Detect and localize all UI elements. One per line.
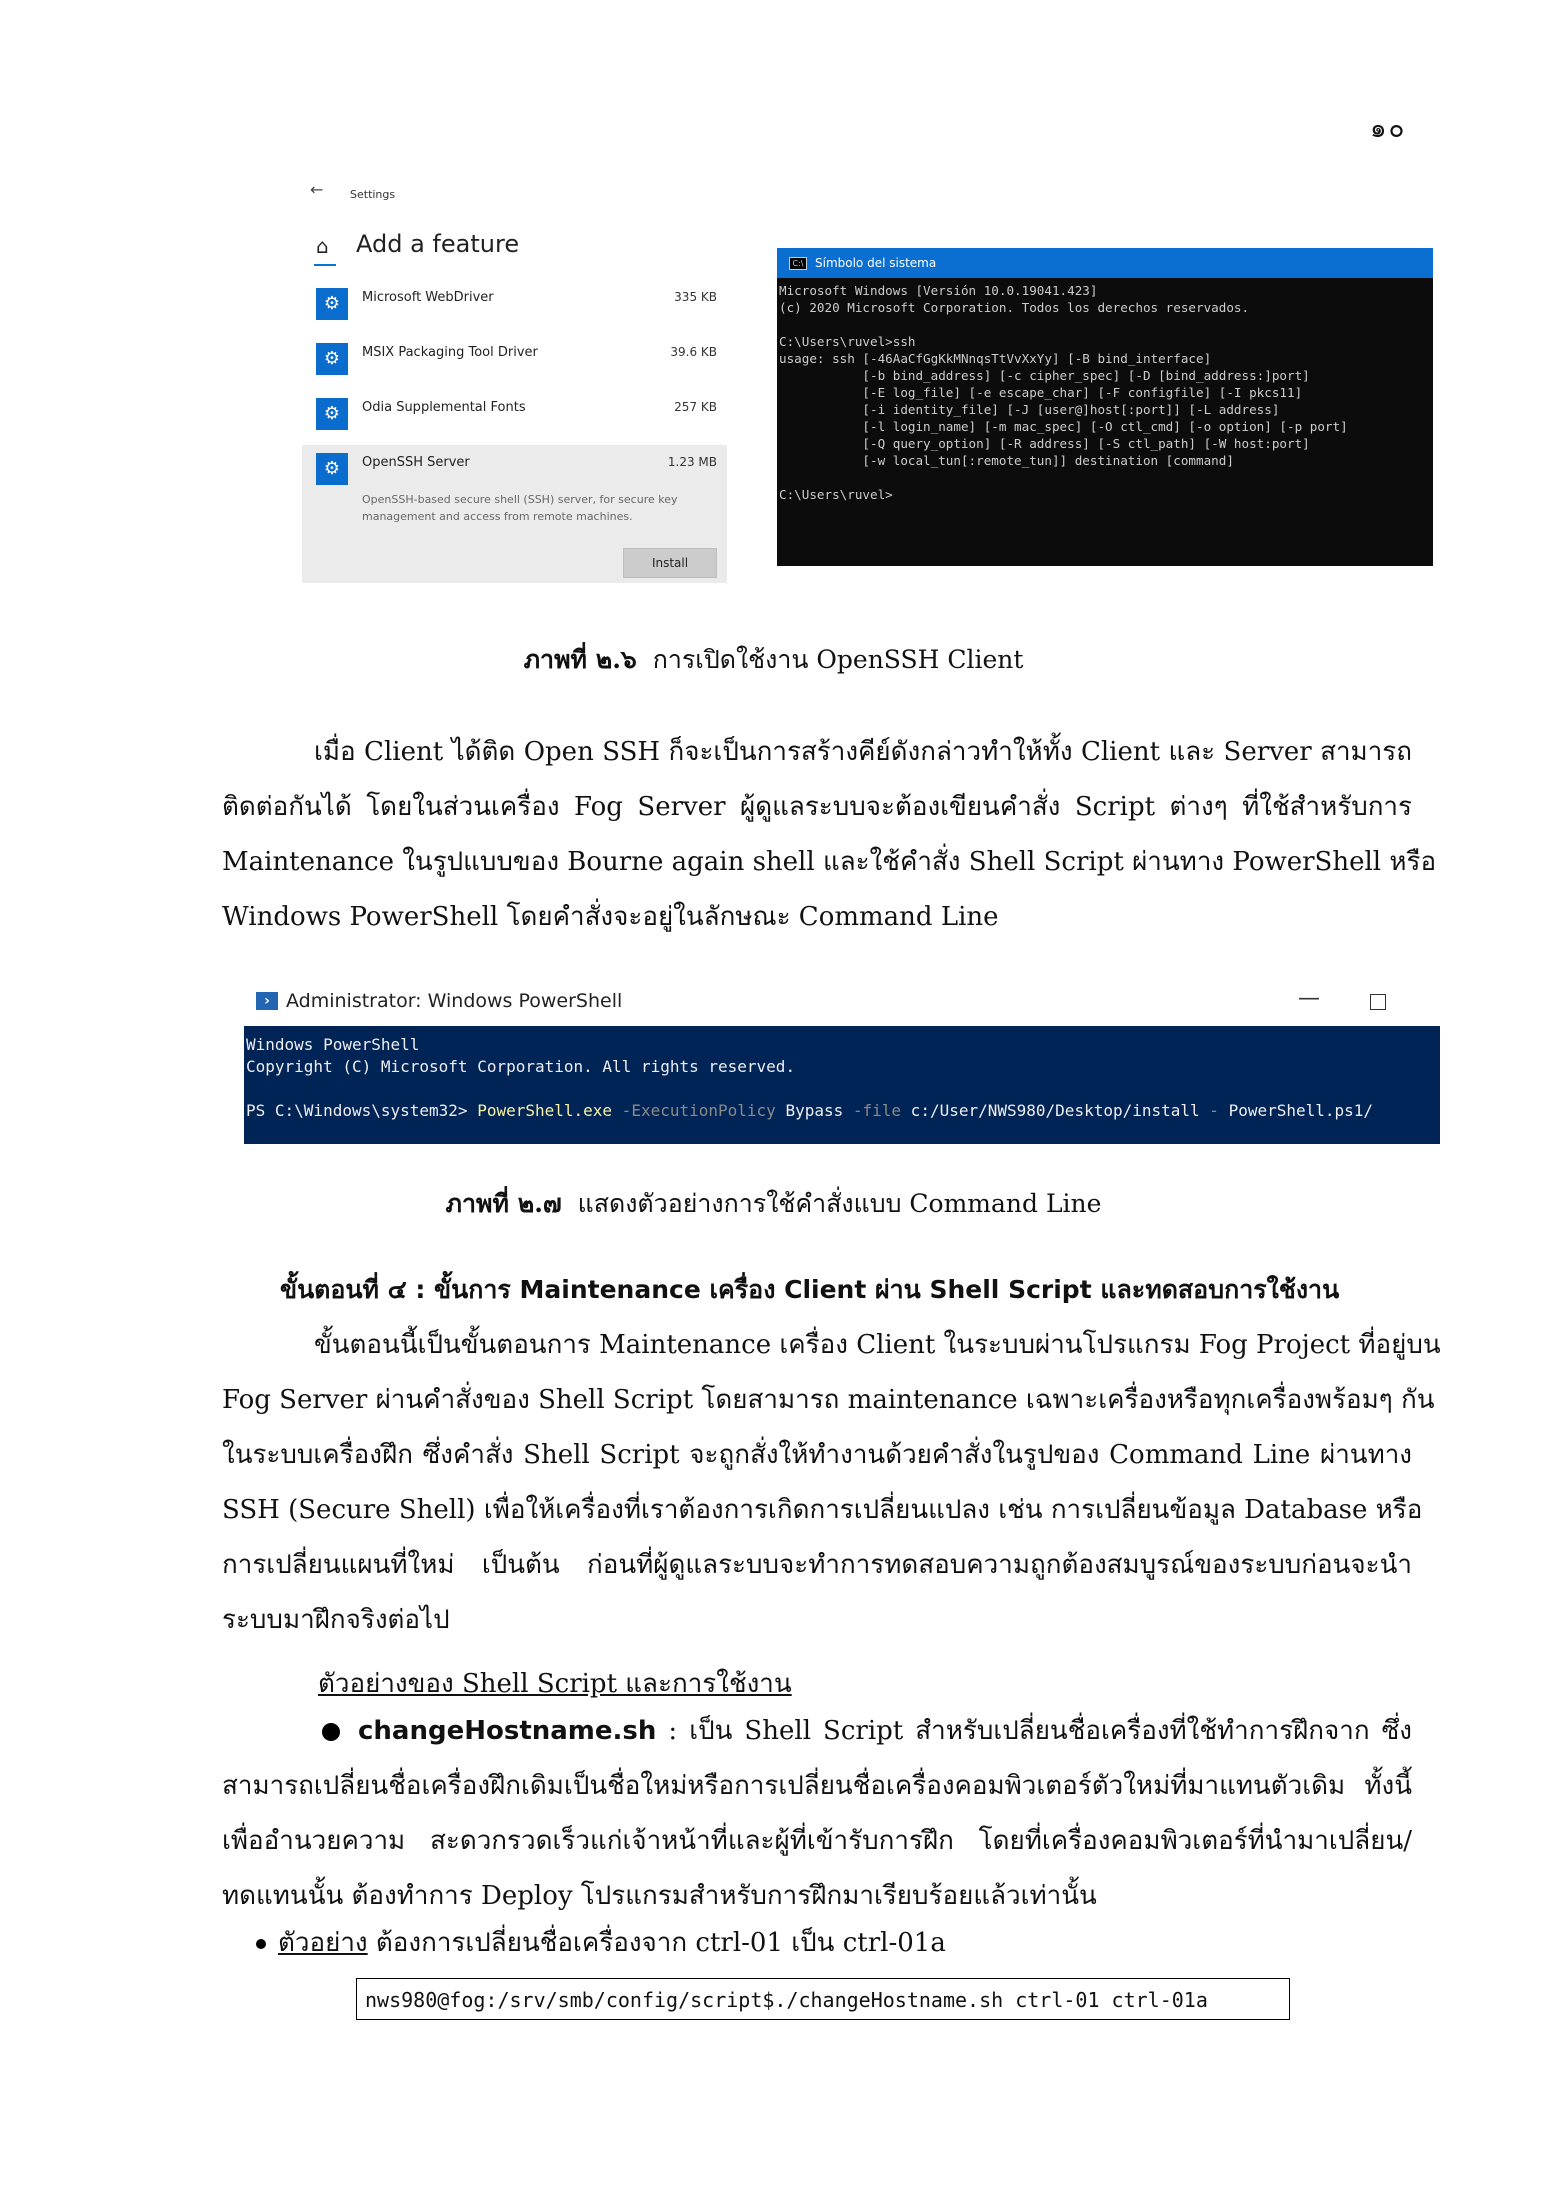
page-number: ๑๐ [1370,114,1407,144]
section-heading: ขั้นตอนที่ ๔ : ขั้นการ Maintenance เครื่อง Client ผ่าน Shell Script และทดสอบการใช้งาน [280,1275,1340,1304]
bullet-icon [322,1723,340,1741]
bullet-icon [256,1939,266,1949]
feature-item[interactable] [302,280,727,334]
feature-size: 335 KB [674,290,717,304]
bullet-paragraph [222,1704,1412,1924]
text-line: SSH (Secure Shell) เพื่อให้เครื่องที่เราต้องการเกิดการเปลี่ยนแปลง เช่น การเปลี่ยนข้อมูล Database หรือ [222,1495,1423,1525]
text-line: Windows PowerShell โดยคำสั่งจะอยู่ในลักษณะ Command Line [222,902,999,932]
cmd-title-bar [777,248,1433,278]
powershell-icon: › [256,992,278,1010]
text-line: ติดต่อกันได้ โดยในส่วนเครื่อง Fog Server ผู้ดูแลระบบจะต้องเขียนคำสั่ง Script ต่างๆ ที่ใช้สำหรับการ [222,792,1412,822]
text-line: Fog Server ผ่านคำสั่งของ Shell Script โดยสามารถ maintenance เฉพาะเครื่องหรือทุกเครื่องพร้อมๆ กัน [222,1385,1435,1415]
caption-text: แสดงตัวอย่างการใช้คำสั่งแบบ Command Line [577,1189,1102,1218]
caption-label: ภาพที่ ๒.๖ [523,645,637,674]
figure-caption [0,640,1547,680]
title-underline [314,264,336,266]
minimize-button[interactable]: — [1298,986,1320,1011]
settings-title: Add a feature [356,230,520,258]
gear-icon: ⚙ [316,343,348,375]
install-button[interactable]: Install [623,548,717,578]
feature-size: 257 KB [674,400,717,414]
gear-icon: ⚙ [316,398,348,430]
powershell-screenshot [244,986,1440,1144]
feature-description: OpenSSH-based secure shell (SSH) server, for secure key management and access from remote machines. [362,493,678,523]
console-prompt: PS C:\Windows\system32> [246,1101,478,1120]
text-line: เมื่อ Client ได้ติด Open SSH ก็จะเป็นการสร้างคีย์ดังกล่าวทำให้ทั้ง Client และ Server สามารถ [314,737,1412,767]
bullet-text: : เป็น Shell Script สำหรับเปลี่ยนชื่อเครื่องที่ใช้ทำการฝึกจาก ซึ่ง [656,1716,1412,1746]
caption-label: ภาพที่ ๒.๗ [445,1189,562,1218]
console-line: Copyright (C) Microsoft Corporation. All rights reserved. [246,1057,796,1076]
console-flag: - [1199,1101,1219,1120]
settings-breadcrumb: Settings [350,188,396,201]
text-line: เพื่ออำนวยความ สะดวกรวดเร็วแก่เจ้าหน้าที่และผู้ที่เข้ารับการฝึก โดยที่เครื่องคอมพิวเตอร์ที่นำมาเปลี่ยน/ [222,1826,1412,1856]
body-paragraph [222,1318,1441,1648]
text-line: ทดแทนนั้น ต้องทำการ Deploy โปรแกรมสำหรับการฝึกมาเรียบร้อยแล้วเท่านั้น [222,1881,1097,1911]
example-label: ตัวอย่าง [278,1928,368,1958]
text-line: ขั้นตอนนี้เป็นขั้นตอนการ Maintenance เครื่อง Client ในระบบผ่านโปรแกรม Fog Project ที่อยู่บน [314,1330,1441,1360]
feature-name: Odia Supplemental Fonts [362,400,526,415]
console-exe: PowerShell.exe [477,1101,613,1120]
caption-text: การเปิดใช้งาน OpenSSH Client [652,645,1024,674]
body-paragraph [222,725,1437,945]
command-box: nws980@fog:/srv/smb/config/script$./changeHostname.sh ctrl-01 ctrl-01a [356,1978,1290,2020]
example-text: ต้องการเปลี่ยนชื่อเครื่องจาก ctrl-01 เป็น ctrl-01a [367,1928,946,1958]
console-arg: Bypass [775,1101,844,1120]
console-flag: -file [843,1101,902,1120]
feature-size: 39.6 KB [670,345,717,359]
console-arg: PowerShell.ps1/ [1218,1101,1374,1120]
cmd-title: Símbolo del sistema [815,256,937,270]
feature-item[interactable] [302,390,727,444]
feature-name: Microsoft WebDriver [362,290,494,305]
feature-item-openssh[interactable] [302,445,727,583]
maximize-button[interactable] [1370,994,1386,1010]
console-flag: -ExecutionPolicy [612,1101,776,1120]
powershell-console[interactable] [244,1026,1440,1144]
console-arg: c:/User/NWS980/Desktop/install [901,1101,1200,1120]
powershell-title-bar [244,986,1440,1026]
gear-icon: ⚙ [316,288,348,320]
cmd-screenshot [777,248,1433,566]
back-arrow-icon[interactable]: ← [310,180,324,199]
text-line: ระบบมาฝึกจริงต่อไป [222,1605,450,1635]
console-line: Windows PowerShell [246,1035,420,1054]
figure-caption [0,1184,1547,1224]
settings-screenshot [302,168,727,583]
text-line: Maintenance ในรูปแบบของ Bourne again shell และใช้คำสั่ง Shell Script ผ่านทาง PowerShell หรือ [222,847,1437,877]
gear-icon: ⚙ [316,453,348,485]
home-icon: ⌂ [316,234,329,258]
text-line [222,1704,1412,1759]
example-title: ตัวอย่างของ Shell Script และการใช้งาน [318,1669,792,1699]
text-line: สามารถเปลี่ยนชื่อเครื่องฝึกเดิมเป็นชื่อใหม่หรือการเปลี่ยนชื่อเครื่องคอมพิวเตอร์ตัวใหม่ที่มาแทนตัวเดิม ทั้งนี้ [222,1771,1412,1801]
feature-size: 1.23 MB [667,455,717,469]
script-name: changeHostname.sh [358,1716,657,1746]
cmd-output: Microsoft Windows [Versión 10.0.19041.423] (c) 2020 Microsoft Corporation. Todos los derechos reservados. C:\Users\ruvel>ssh usage: ssh [-46AaCfGgKkMNnqsTtVvXxYy] [-B bind_interface] [-b bind_address] [-c cipher_spec] [-D [bind_address:]port] [-E log_file] [-e escape_char] [-F configfile] [-I pkcs11] [-i identity_file] [-J [user@]host[:port]] [-L address] [-l login_name] [-m mac_spec] [-O ctl_cmd] [-o option] [-p port] [-Q query_option] [-R address] [-S ctl_path] [-W host:port] [-w local_tun[:remote_tun]] destination [command] C:\Users\ruvel> [779,283,1348,502]
feature-name: MSIX Packaging Tool Driver [362,345,538,360]
feature-item[interactable] [302,335,727,389]
feature-name: OpenSSH Server [362,455,470,470]
text-line: การเปลี่ยนแผนที่ใหม่ เป็นต้น ก่อนที่ผู้ดูแลระบบจะทำการทดสอบความถูกต้องสมบูรณ์ของระบบก่อนจะนำ [222,1550,1412,1580]
example-line [256,1922,946,1963]
text-line: ในระบบเครื่องฝึก ซึ่งคำสั่ง Shell Script จะถูกสั่งให้ทำงานด้วยคำสั่งในรูปของ Command Line ผ่านทาง [222,1440,1412,1470]
powershell-title: Administrator: Windows PowerShell [286,990,623,1012]
terminal-icon: C:\ [789,257,807,270]
